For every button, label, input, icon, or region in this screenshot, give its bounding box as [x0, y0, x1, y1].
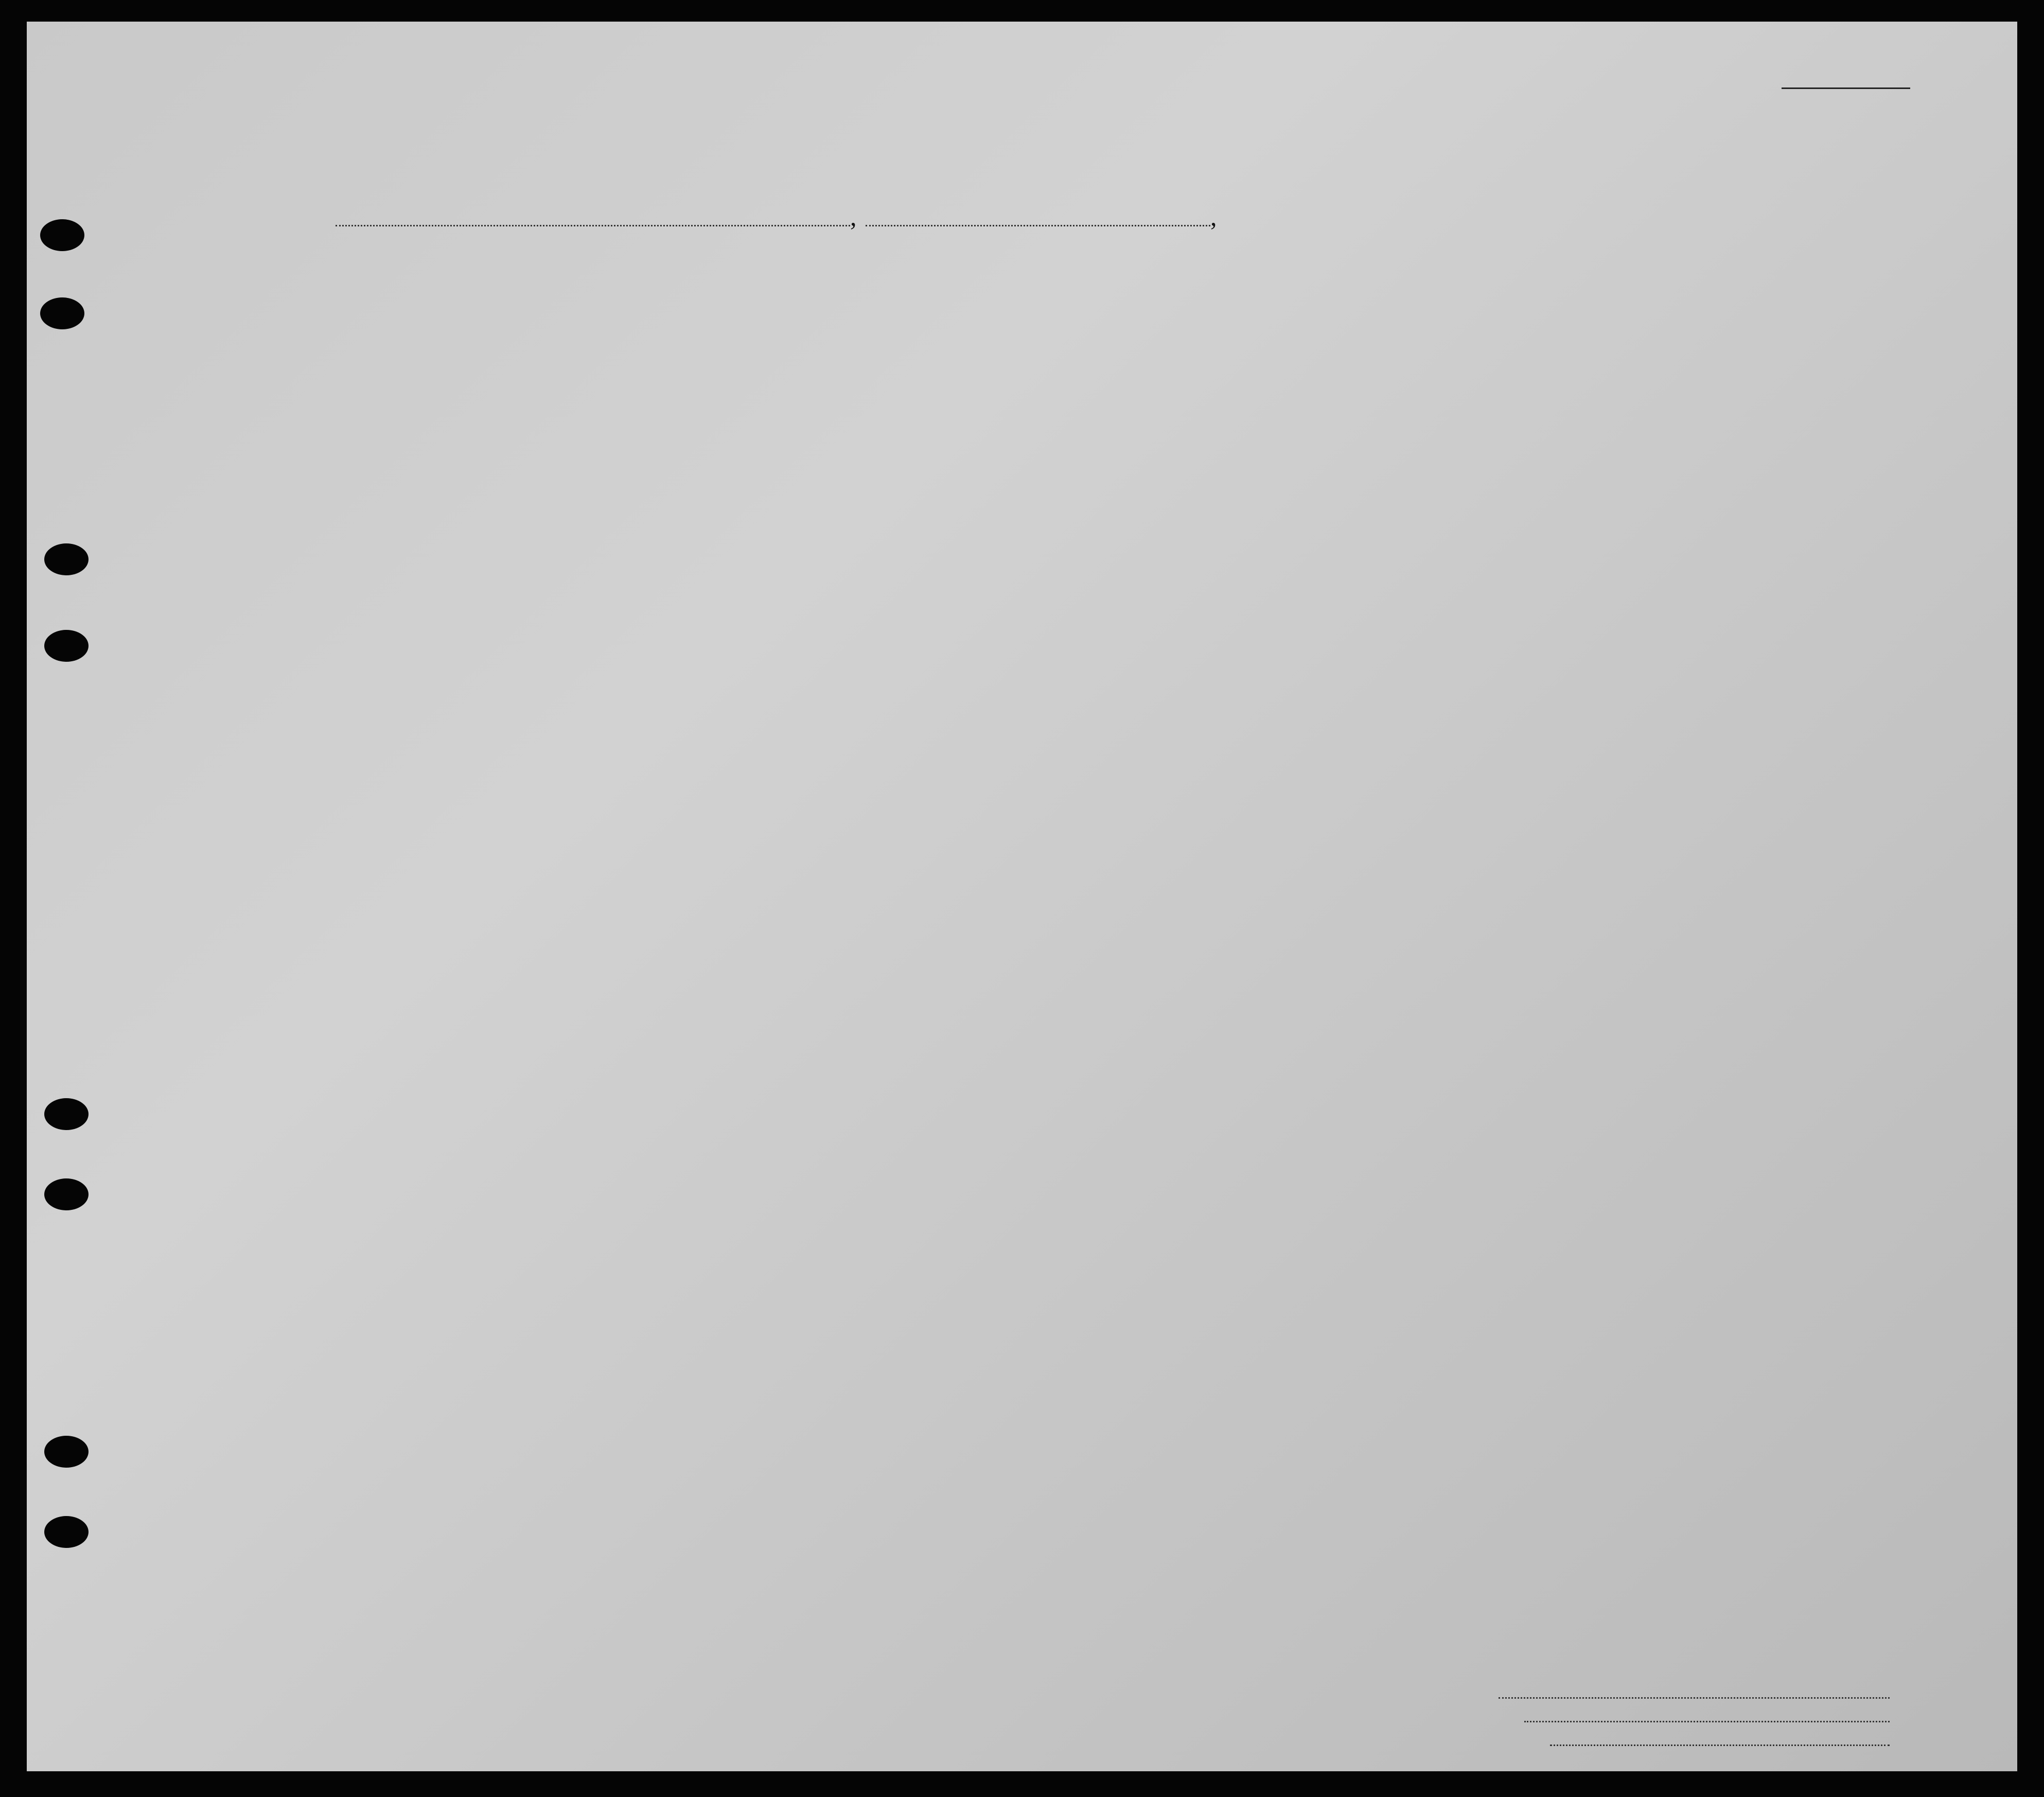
punch-hole	[40, 219, 84, 251]
comma-1: ,	[850, 202, 857, 231]
line-dotted	[1499, 1697, 1890, 1699]
punch-hole	[40, 297, 84, 329]
punch-hole	[44, 630, 89, 662]
agents-dotted	[1550, 1745, 1890, 1746]
manifest-sheet	[27, 22, 2017, 1771]
owners-dotted	[1524, 1721, 1890, 1722]
manifest-table	[27, 22, 2017, 1771]
punch-hole	[44, 1436, 89, 1468]
punch-hole	[44, 1178, 89, 1210]
comma-2: ,	[1210, 202, 1217, 231]
punch-hole	[44, 1516, 89, 1548]
punch-hole	[44, 543, 89, 575]
punch-hole	[44, 1098, 89, 1130]
